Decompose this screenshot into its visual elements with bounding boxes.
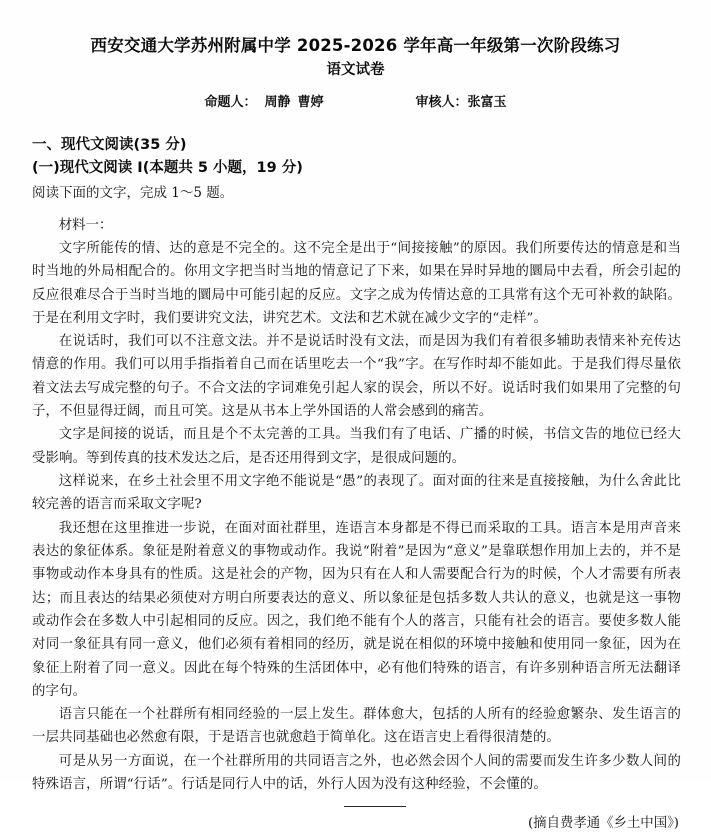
author-name-secondary: 曹婷 — [297, 94, 324, 110]
passage-paragraph: 文字所能传的情、达的意是不完全的。这不完全是出于“间接接触”的原因。我们所要传达的情意是和当时当地的外局相配合的。你用文字把当时当地的情意记了下来，如果在异时异地的圜局中去看，所会引起的反应很难尽合于当时当地的圜局中可能引起的反应。文字之成为传情达意的工具常有这个无可补救的缺陷。于是在利用文字时，我们要讲究文法，讲究艺术。文法和艺术就在减少文字的“走样”。 — [32, 240, 681, 326]
section-heading-1: 一、现代文阅读(35 分) — [32, 136, 187, 153]
author-name-primary: 周静 — [264, 94, 291, 110]
reviewer-credit — [416, 91, 507, 110]
reading-passage — [32, 214, 683, 835]
passage-source-attribution: (摘自费孝通《乡土中国》) — [527, 816, 679, 832]
material-label: 材料一： — [58, 217, 113, 233]
author-credit — [204, 91, 323, 110]
passage-paragraph: 可是从另一方面说，在一个社群所用的共同语言之外，也必然会因个人间的需要而发生许多少数人间的特殊语言，所谓“行话”。行话是同行人中的话，外行人因为没有这种经验，不会懂的。 — [32, 753, 681, 793]
reviewer-name: 张富玉 — [467, 94, 507, 110]
subject-title: 语文试卷 — [326, 61, 385, 78]
author-label: 命题人： — [204, 94, 257, 110]
page-title: 西安交通大学苏州附属中学 2025-2026 学年高一年级第一次阶段练习 — [90, 36, 621, 55]
passage-paragraph: 这样说来，在乡土社会里不用文字绝不能说是“愚”的表现了。面对面的往来是直接接触，为什么舍此比较完善的语言而采取文字呢? — [32, 474, 681, 513]
passage-paragraph: 语言只能在一个社群所有相同经验的一层上发生。群体愈大，包括的人所有的经验愈繁杂、发生语言的一层共同基础也必然愈有限，于是语言也就愈趋于简单化。这在语言史上看得很清楚的。 — [32, 707, 681, 746]
document-header — [0, 0, 711, 110]
question-sections — [0, 134, 711, 835]
passage-paragraph: 在说话时，我们可以不注意文法。并不是说话时没有文法，而是因为我们有着很多辅助表情来补充传达情意的作用。我们可以用手指指着自己而在话里吃去一个“我”字。在写作时却不能如此。于是我们得尽量依着文法去写成完整的句子。不合文法的字词难免引起人家的误会，所以不好。说话时我们如果用了完整的句子，不但显得迂阔，而且可笑。这是从书本上学外国语的人常会感到的痛苦。 — [32, 334, 681, 420]
section-instruction-1: 阅读下面的文字，完成 1～5 题。 — [32, 184, 234, 201]
passage-paragraph: 文字是间接的说话，而且是个不太完善的工具。当我们有了电话、广播的时候，书信文告的地位已经大受影响。等到传真的技术发达之后，是否还用得到文字，是很成问题的。 — [32, 427, 681, 466]
passage-paragraph: 我还想在这里推进一步说，在面对面社群里，连语言本身都是不得已而采取的工具。语言本是用声音来表达的象征体系。象征是附着意义的事物或动作。我说“附着”是因为“意义”是靠联想作用加上去的，并不是事物或动作本身具有的性质。这是社会的产物，因为只有在人和人需要配合行为的时候，个人才需要有所表达；而且表达的结果必须使对方明白所要表达的意义、所以象征是包括多数人共认的意义，也就是这一事物或动作会在多数人中引起相同的反应。因之，我们绝不能有个人的落言，只能有社会的语言。要使多数人能对同一象征具有同一意义，他们必须有着相同的经历，就是说在相似的环境中接触和使用同一象征，因为在象征上附着了同一意义。因此在每个特殊的生活团体中，必有他们特殊的语言，有许多别种语言所无法翻译的字句。 — [32, 520, 681, 699]
byline — [0, 91, 711, 110]
passage-footer — [32, 800, 681, 834]
section-subheading-1: (一)现代文阅读 I(本题共 5 小题，19 分) — [32, 160, 303, 177]
footnote-separator-rule — [344, 806, 406, 807]
reviewer-label: 审核人： — [415, 94, 468, 110]
